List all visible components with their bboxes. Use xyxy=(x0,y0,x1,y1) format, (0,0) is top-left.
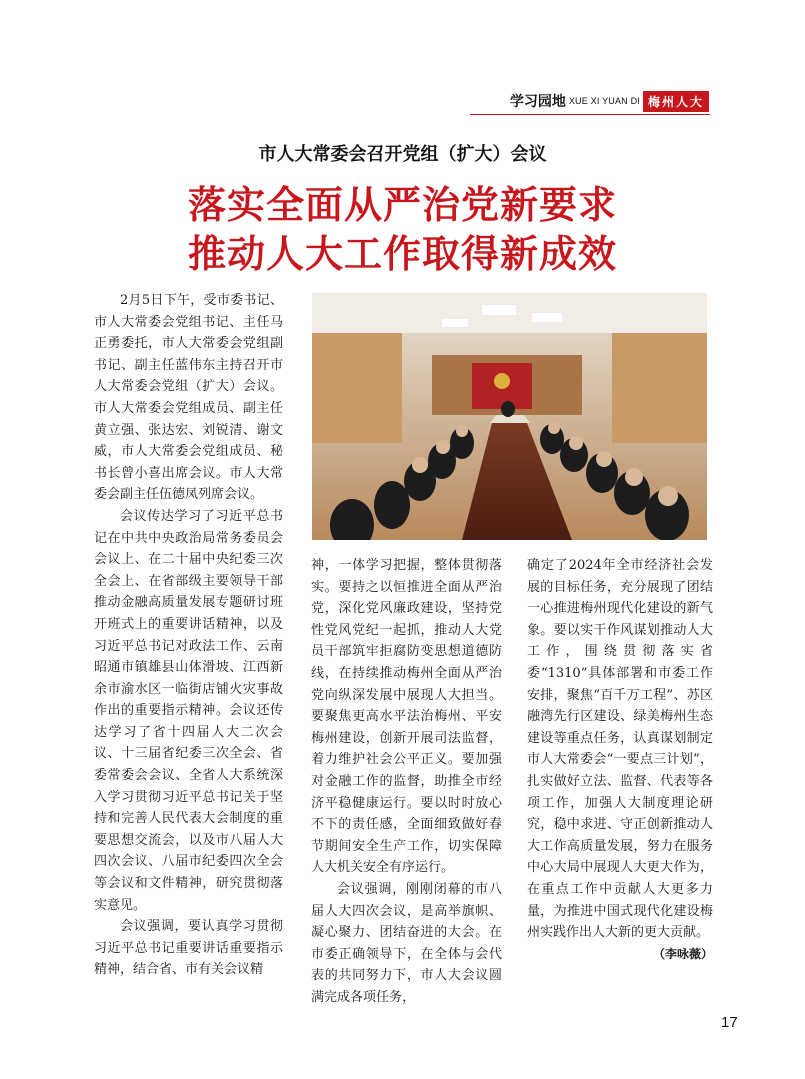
paragraph: 会议传达学习了习近平总书记在中共中央政治局常务委员会会议上、在二十届中央纪委三次全会上、在省部级主要领导干部推动金融高质量发展专题研讨班开班式上的重要讲话精神，以及习近平总书记对政法工作、云南昭通市镇雄县山体滑坡、江西新余市渝水区一临街店铺火灾事故作出的重要指示精神。会议还传达学习了省十四届人大二次会议、十三届省纪委三次全会、省委常委会会议、全省人大系统深入学习贯彻习近平总书记关于坚持和完善人民代表大会制度的重要思想交流会，以及市八届人大四次会议、八届市纪委四次全会等会议和文件精神，研究贯彻落实意见。 xyxy=(94,508,283,913)
paragraph: 确定了2024年全市经济社会发展的目标任务，充分展现了团结一心推进梅州现代化建设的新气象。要以实干作风谋划推动人大工作，围绕贯彻落实省委“1310”具体部署和市委工作安排，聚焦“百千万工程”、苏区融湾先行区建设、绿美梅州生态建设等重点任务，认真谋划制定市人大常委会“一要点三计划”，扎实做好立法、监督、代表等各项工作，加强人大制度理论研究，稳中求进、守正创新推动人大工作高质量发展，努力在服务中心大局中展现人大更大作为，在重点工作中贡献人大更多力量，为推进中国式现代化建设梅州实践作出人大新的更大贡献。 xyxy=(527,558,713,941)
section-name: 学习园地 xyxy=(509,94,566,110)
section-header xyxy=(510,90,709,112)
article-title-line1: 落实全面从严治党新要求 xyxy=(187,183,617,227)
author-credit: （李咏薇） xyxy=(652,946,713,961)
paragraph: 2月5日下午，受市委书记、市人大常委会党组书记、主任马正勇委托，市人大常委会党组副书记、副主任蓝伟东主持召开市人大常委会党组（扩大）会议。市人大常委会党组成员、副主任黄立强、张达宏、刘锐清、谢文威，市人大常委会党组成员、秘书长曾小喜出席会议。市人大常委会副主任伍德凤列席会议。 xyxy=(94,293,283,503)
paragraph: 会议强调，要认真学习贯彻习近平总书记重要讲话重要指示精神，结合省、市有关会议精 xyxy=(94,919,283,978)
text-column-1 xyxy=(94,290,283,981)
text-column-2 xyxy=(311,555,502,1008)
text-column-3 xyxy=(527,555,713,965)
magazine-badge: 梅州人大 xyxy=(643,91,709,112)
paragraph: 会议强调，刚刚闭幕的市八届人大四次会议，是高举旗帜、凝心聚力、团结奋进的大会。在市委正确领导下，在全体与会代表的共同努力下，市人大会议圆满完成各项任务， xyxy=(311,881,502,1005)
article-subtitle: 市人大常委会召开党组（扩大）会议 xyxy=(258,144,547,165)
article-title-line2: 推动人大工作取得新成效 xyxy=(187,232,617,276)
header-divider xyxy=(470,114,710,115)
page-number: 17 xyxy=(721,1014,738,1031)
section-pinyin: XUE XI YUAN DI xyxy=(568,96,640,106)
meeting-photo xyxy=(312,293,707,540)
paragraph: 神，一体学习把握，整体贯彻落实。要持之以恒推进全面从严治党，深化党风廉政建设，坚持党性党风党纪一起抓，推动人大党员干部筑牢拒腐防变思想道德防线，在持续推动梅州全面从严治党向纵深发展中展现人大担当。要聚焦更高水平法治梅州、平安梅州建设，创新开展司法监督，着力维护社会公平正义。要加强对金融工作的监督，助推全市经济平稳健康运行。要以时时放心不下的责任感，全面细致做好春节期间安全生产工作，切实保障人大机关安全有序运行。 xyxy=(311,558,502,876)
